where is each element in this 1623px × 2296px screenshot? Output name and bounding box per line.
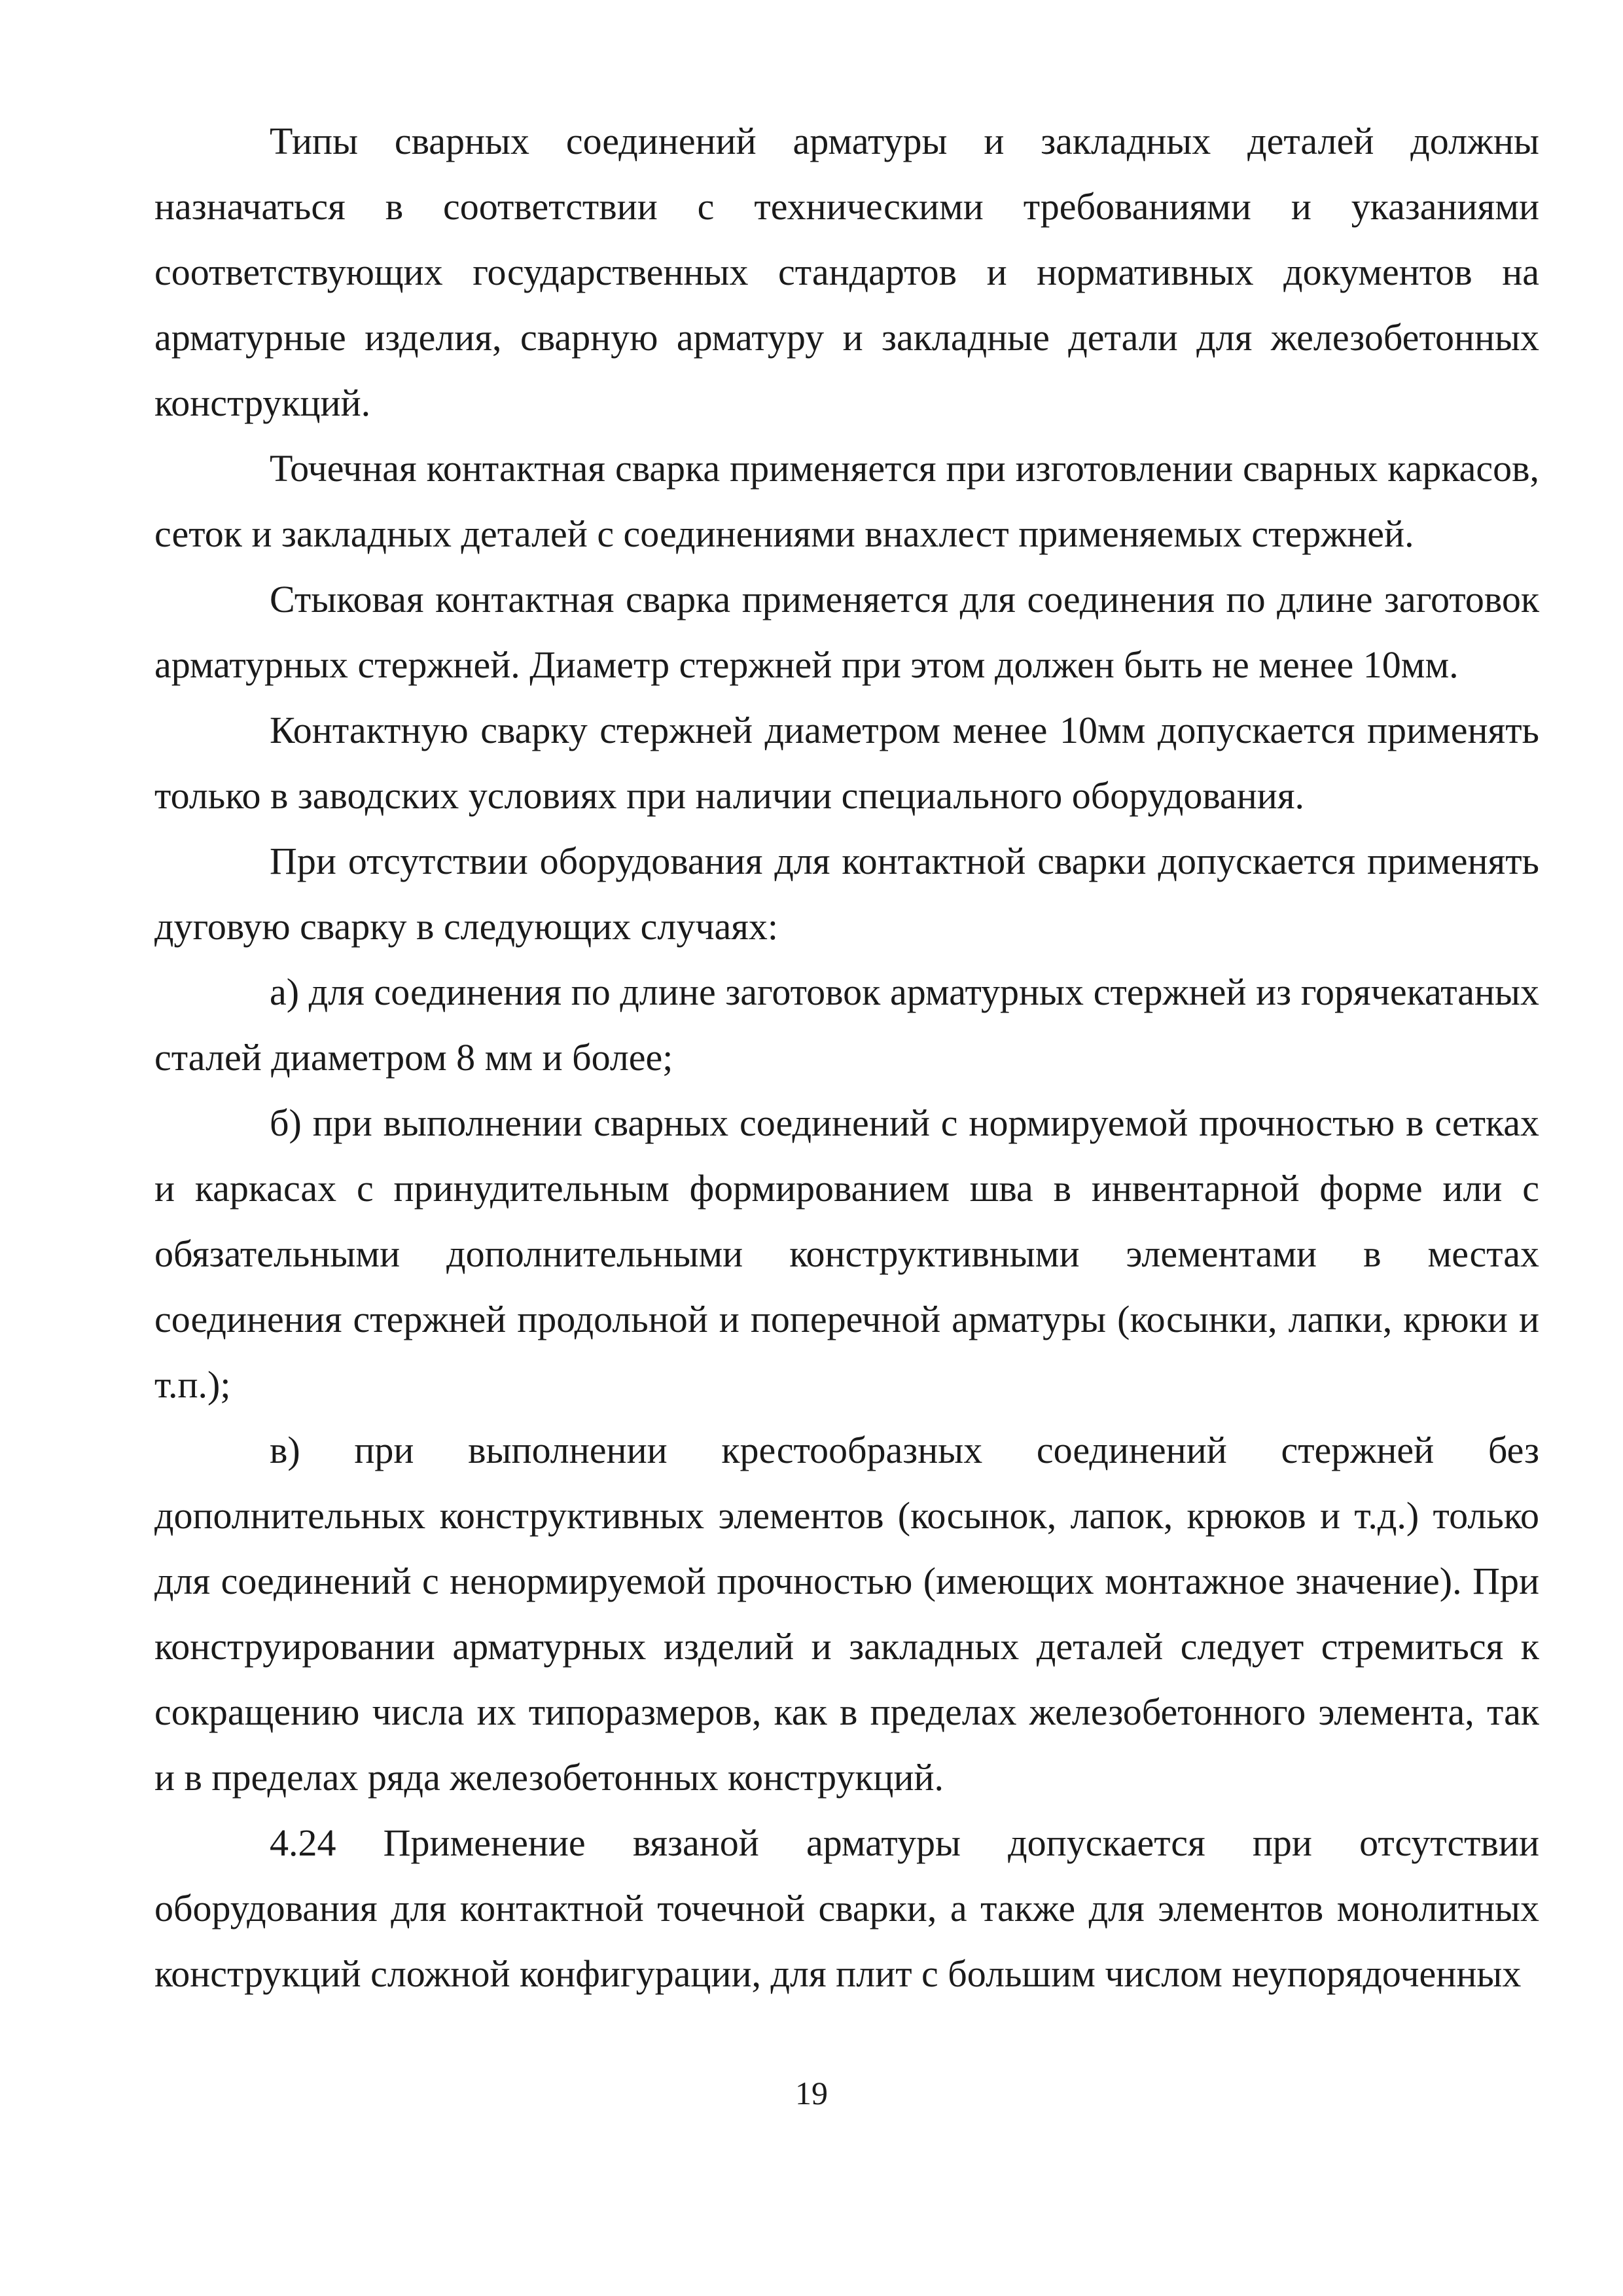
paragraph-arc-welding-intro: При отсутствии оборудования для контактной сварки допускается применять дуговую сварку в следующих случаях: xyxy=(154,840,1539,948)
paragraph-section-4-24: 4.24 Применение вязаной арматуры допускается при отсутствии оборудования для контактной точечной сварки, а также для элементов монолитных конструкций сложной конфигурации, для плит с большим числом неупорядоченных xyxy=(154,1821,1539,1995)
list-item-b: б) при выполнении сварных соединений с нормируемой прочностью в сетках и каркасах с принудительным формированием шва в инвентарной форме или с обязательными дополнительными конструктивными элементами в местах соединения стержней продольной и поперечной арматуры (косынки, лапки, крюки и т.п.); xyxy=(154,1102,1539,1406)
paragraph-butt-welding: Стыковая контактная сварка применяется для соединения по длине заготовок арматурных стержней. Диаметр стержней при этом должен быть не менее 10мм. xyxy=(154,578,1539,686)
list-item-v: в) при выполнении крестообразных соединений стержней без дополнительных конструктивных элементов (косынок, лапок, крюков и т.д.) только для соединений с ненормируемой прочностью (имеющих монтажное значение). При конструировании арматурных изделий и закладных деталей следует стремиться к сокращению числа их типоразмеров, как в пределах железобетонного элемента, так и в пределах ряда железобетонных конструкций. xyxy=(154,1429,1539,1799)
paragraph-weld-types: Типы сварных соединений арматуры и закладных деталей должны назначаться в соответствии с техническими требованиями и указаниями соответствующих государственных стандартов и нормативных документов на арматурные изделия, сварную арматуру и закладные детали для железобетонных конструкций. xyxy=(154,120,1539,424)
list-item-a: а) для соединения по длине заготовок арматурных стержней из горячекатаных сталей диаметром 8 мм и более; xyxy=(154,971,1539,1079)
document-body xyxy=(154,109,1539,2007)
paragraph-contact-welding-small-diameter: Контактную сварку стержней диаметром менее 10мм допускается применять только в заводских условиях при наличии специального оборудования. xyxy=(154,709,1539,817)
paragraph-spot-welding: Точечная контактная сварка применяется при изготовлении сварных каркасов, сеток и закладных деталей с соединениями внахлест применяемых стержней. xyxy=(154,447,1539,555)
page-number: 19 xyxy=(795,2075,828,2111)
